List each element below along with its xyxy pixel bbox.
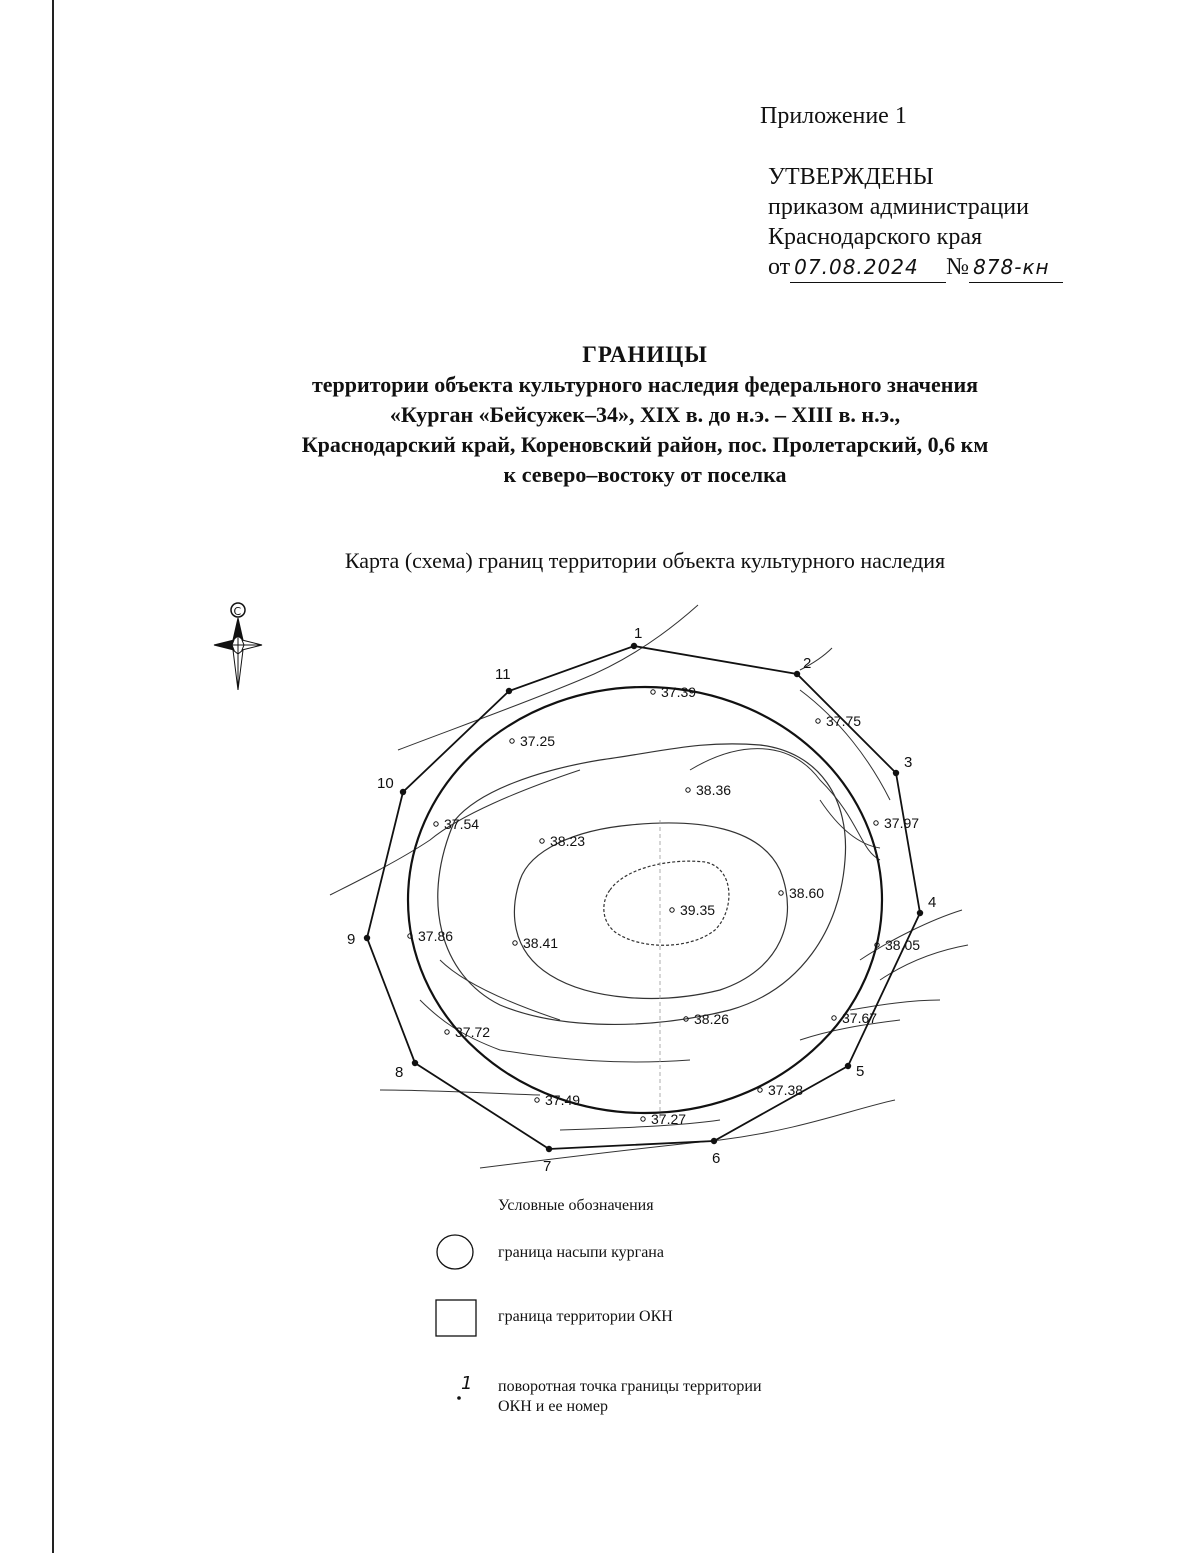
elevation-label: 37.39: [661, 684, 697, 700]
boundary-point-label: 2: [803, 655, 812, 672]
boundary-point-9: [364, 935, 370, 941]
elevation-label: 38.36: [696, 782, 732, 798]
title-line-1: территории объекта культурного наследия федерального значения: [311, 372, 979, 397]
order-line-2: Краснодарского края: [768, 224, 983, 250]
legend-circle-icon: [434, 1232, 478, 1272]
legend-point-line-1: поворотная точка границы территории: [498, 1378, 762, 1395]
legend-mound-label: граница насыпи кургана: [498, 1244, 664, 1261]
legend-point-icon: [452, 1372, 476, 1408]
boundary-point-label: 11: [495, 666, 511, 683]
date-prefix: от: [768, 254, 791, 280]
boundary-point-6: [711, 1138, 717, 1144]
boundary-point-label: 5: [856, 1063, 865, 1080]
legend-point-label: [498, 1377, 762, 1417]
boundary-point-label: 9: [347, 931, 356, 948]
boundary-point-11: [506, 688, 512, 694]
legend-territory-label: граница территории ОКН: [498, 1308, 673, 1325]
elevation-label: 37.67: [842, 1010, 878, 1026]
terrain-lines: [330, 605, 968, 1168]
elevation-label: 38.41: [523, 935, 559, 951]
boundary-point-2: [794, 671, 800, 677]
boundary-point-4: [917, 910, 923, 916]
elevation-label: 38.23: [550, 833, 586, 849]
boundary-points: [347, 625, 936, 1175]
elevation-marker: [445, 1030, 449, 1034]
boundary-point-label: 1: [634, 625, 643, 642]
handwritten-number: 878-кн: [969, 252, 1063, 283]
order-line-1: приказом администрации: [768, 194, 1029, 220]
boundary-point-label: 7: [543, 1158, 552, 1175]
title-line-3: Краснодарский край, Кореновский район, пос. Пролетарский, 0,6 км: [301, 432, 989, 457]
elevation-marker: [686, 788, 690, 792]
boundary-point-label: 3: [904, 754, 913, 771]
elevation-label: 37.49: [545, 1092, 581, 1108]
elevation-marker: [758, 1088, 762, 1092]
elevation-label: 37.72: [455, 1024, 491, 1040]
elevation-marker: [510, 739, 514, 743]
map-caption: Карта (схема) границ территории объекта культурного наследия: [344, 548, 946, 573]
elevation-label: 37.54: [444, 816, 480, 832]
boundary-point-10: [400, 789, 406, 795]
elevation-label: 37.86: [418, 928, 454, 944]
boundary-point-5: [845, 1063, 851, 1069]
elevation-label: 37.97: [884, 815, 920, 831]
boundary-point-1: [631, 643, 637, 649]
elevation-marker: [513, 941, 517, 945]
title-line-4: к северо–востоку от поселка: [503, 462, 787, 487]
legend-point-line-2: ОКН и ее номер: [498, 1398, 609, 1415]
boundary-point-label: 6: [712, 1150, 721, 1167]
compass-rose-icon: [214, 603, 262, 690]
elevation-label: 38.60: [789, 885, 825, 901]
elevation-label: 37.38: [768, 1082, 804, 1098]
elevation-marker: [540, 839, 544, 843]
elevation-marker: [535, 1098, 539, 1102]
elevation-label: 38.05: [885, 937, 921, 953]
boundary-point-label: 4: [928, 894, 937, 911]
boundary-point-7: [546, 1146, 552, 1152]
elevation-label: 39.35: [680, 902, 716, 918]
handwritten-date: 07.08.2024: [790, 252, 946, 283]
elevation-marker: [832, 1016, 836, 1020]
elevation-label: 37.75: [826, 713, 862, 729]
boundary-point-label: 10: [377, 775, 394, 792]
title-line-2: «Курган «Бейсужек–34», XIX в. до н.э. – XIII в. н.э.,: [389, 402, 901, 427]
title-heading: ГРАНИЦЫ: [582, 342, 708, 367]
legend-square-icon: [434, 1298, 478, 1338]
elevation-marker: [651, 690, 655, 694]
legend-point-number: 1: [461, 1373, 473, 1394]
boundary-point-label: 8: [395, 1064, 404, 1081]
elevation-marker: [779, 891, 783, 895]
elevation-label: 37.27: [651, 1111, 687, 1127]
elevation-marker: [670, 908, 674, 912]
elevation-marker: [434, 822, 438, 826]
elevation-marker: [874, 821, 878, 825]
compass-north-label: С: [233, 605, 242, 618]
appendix-label: Приложение 1: [760, 103, 907, 129]
number-prefix: №: [946, 254, 970, 280]
elevation-label: 37.25: [520, 733, 556, 749]
elevation-label: 38.26: [694, 1011, 730, 1027]
elevation-marker: [816, 719, 820, 723]
boundary-point-3: [893, 770, 899, 776]
approved-heading: УТВЕРЖДЕНЫ: [768, 164, 934, 190]
boundary-point-8: [412, 1060, 418, 1066]
elevation-marker: [641, 1117, 645, 1121]
legend-title: Условные обозначения: [498, 1197, 654, 1214]
